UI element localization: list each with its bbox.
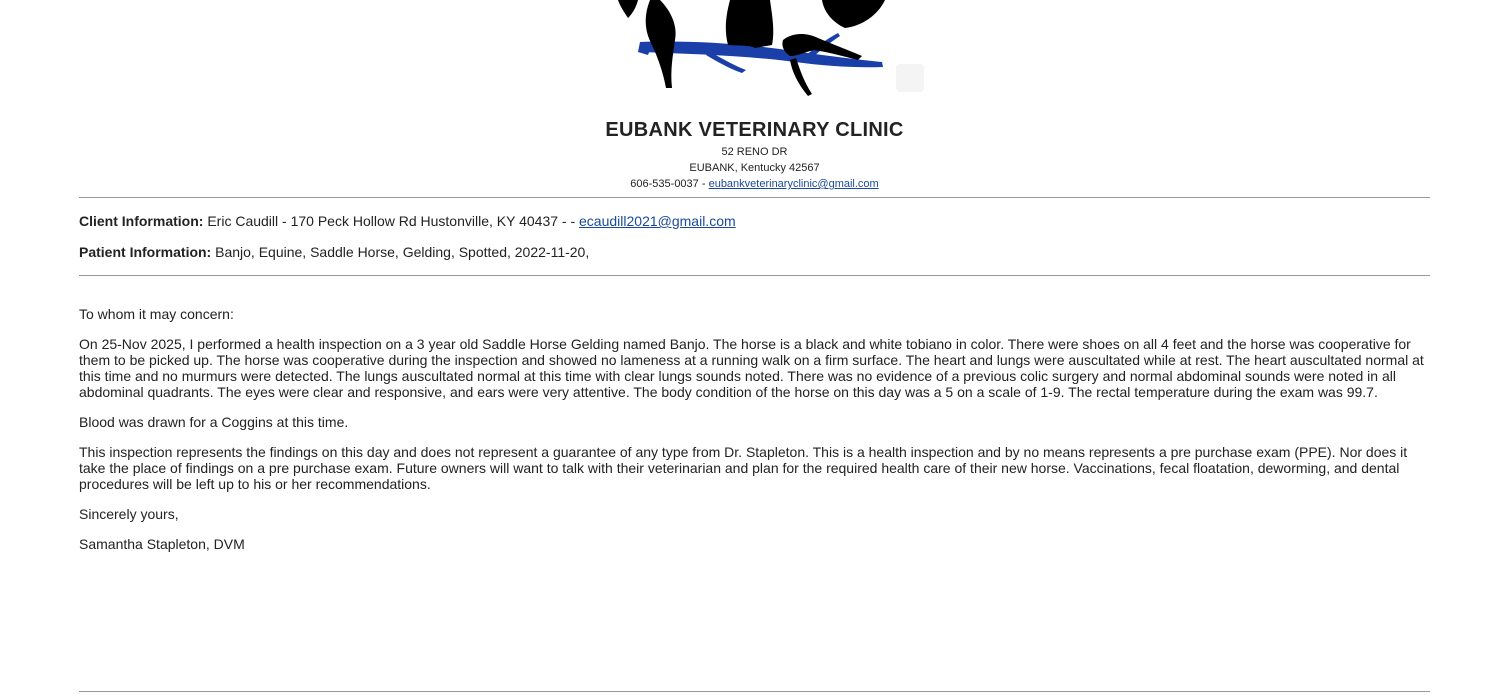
letter-signature: Samantha Stapleton, DVM [79, 536, 245, 552]
logo-watermark [896, 64, 924, 92]
clinic-email-link[interactable]: eubankveterinaryclinic@gmail.com [708, 178, 879, 190]
header-divider [79, 197, 1430, 198]
client-email-link[interactable]: ecaudill2021@gmail.com [579, 213, 736, 229]
clinic-street: 52 RENO DR [721, 146, 788, 158]
footer-divider [79, 691, 1430, 692]
letter-greeting: To whom it may concern: [79, 306, 234, 322]
cat-silhouette [726, 0, 773, 48]
client-information-label: Client Information: [79, 213, 204, 229]
client-information [79, 212, 736, 230]
phone-separator: - [698, 178, 709, 190]
clinic-city-state-zip: EUBANK, Kentucky 42567 [689, 162, 820, 174]
letter-paragraph-coggins: Blood was drawn for a Coggins at this time. [79, 414, 349, 430]
dog-silhouette [618, 0, 638, 18]
clinic-logo [600, 0, 930, 100]
letter-body [79, 306, 1424, 566]
info-divider [79, 275, 1430, 276]
bird-silhouette [822, 0, 885, 28]
client-information-text: Eric Caudill - 170 Peck Hollow Rd Hustonville, KY 40437 - - [203, 213, 580, 229]
clinic-name: EUBANK VETERINARY CLINIC [605, 119, 904, 141]
clinic-contact-line [0, 176, 1489, 192]
letter-paragraph-findings: On 25-Nov 2025, I performed a health inspection on a 3 year old Saddle Horse Gelding named Banjo. The horse is a black and white tobiano in color. There were shoes on all 4 feet and the horse was cooperative for them to be picked up. The horse was cooperative during the inspection and showed no lameness at a running walk on a firm surface. The heart and lungs were auscultated while at rest. The heart auscultated normal at this time and no murmurs were detected. The lungs auscultated normal at this time with clear lungs sounds noted. There was no evidence of a previous colic surgery and normal abdominal sounds were noted in all abdominal quadrants. The eyes were clear and responsive, and ears were very attentive. The body condition of the horse on this day was a 5 on a scale of 1-9. The rectal temperature during the exam was 99.7. [79, 336, 1424, 400]
letter-paragraph-disclaimer: This inspection represents the findings on this day and does not represent a guarantee of any type from Dr. Stapleton. This is a health inspection and by no means represents a pre purchase exam (PPE). Nor does it take the place of findings on a pre purchase exam. Future owners will want to talk with their veterinarian and plan for the required health care of their new horse. Vaccinations, fecal floatation, deworming, and dental procedures will be left up to his or her recommendations. [79, 444, 1408, 492]
patient-information [79, 243, 589, 261]
clinic-phone: 606-535-0037 [630, 178, 699, 190]
patient-information-label: Patient Information: [79, 244, 212, 260]
patient-information-text: Banjo, Equine, Saddle Horse, Gelding, Spotted, 2022-11-20, [211, 244, 590, 260]
letter-closing: Sincerely yours, [79, 506, 179, 522]
clinic-header [0, 117, 1489, 192]
